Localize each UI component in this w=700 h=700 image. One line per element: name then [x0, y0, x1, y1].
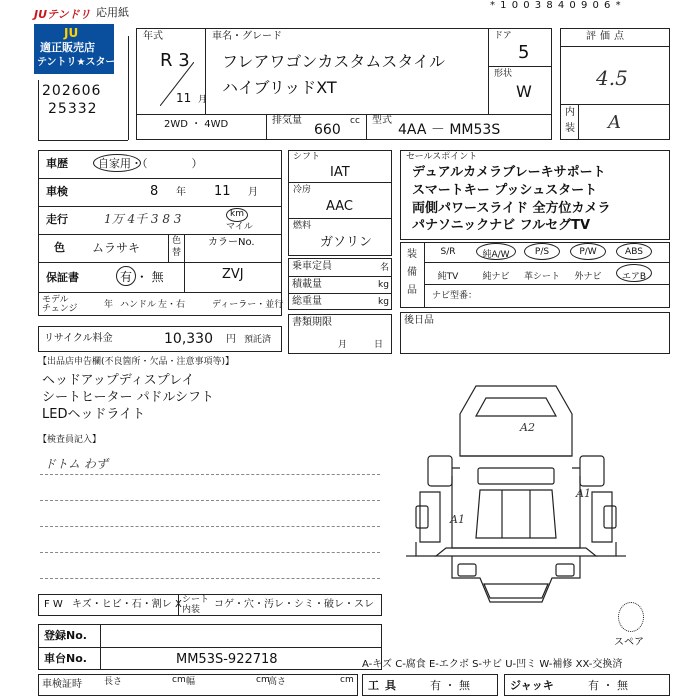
shape-value: W: [516, 82, 532, 101]
model-name-line-1: フレアワゴンカスタムスタイル: [222, 52, 446, 71]
dim-length: 長さ: [104, 677, 123, 687]
equip-awheel: 純A/W: [482, 250, 510, 260]
shift-label: シフト: [293, 152, 321, 162]
dealer-label: ディーラー・並行: [212, 300, 284, 310]
ac-value: AAC: [326, 199, 353, 214]
sales-point-4: パナソニックナビ フルセグTV: [412, 218, 591, 233]
model-name-line-2: ハイブリッドXT: [222, 78, 337, 97]
warranty-label: 保証書: [46, 271, 79, 284]
shift-value: IAT: [330, 165, 350, 180]
equip-pw: P/W: [579, 247, 597, 257]
brand-logo-text: JUテンドリ: [34, 8, 91, 21]
color-value: ムラサキ: [92, 241, 141, 255]
later-date-frame: [400, 312, 670, 354]
notes-header: 【出品店申告欄(不良箇所・欠品・注意事項等)】: [38, 357, 235, 367]
model-year-char: 年: [104, 300, 114, 310]
door-label: ドア: [494, 31, 512, 41]
recycle-unit: 円: [226, 334, 236, 345]
shaken-month: 11: [214, 184, 231, 199]
displacement-label: 排気量: [272, 115, 302, 126]
logo-line-3: テントリ★スター: [37, 57, 116, 68]
lot-id-line-2: 25332: [48, 101, 98, 117]
model-type-label: 型式: [372, 115, 392, 126]
handle-value: 左・右: [158, 300, 186, 310]
reg-label: 登録No.: [44, 629, 87, 642]
fuel-value: ガソリン: [320, 235, 373, 250]
inspector-header: 【検査員記入】: [38, 435, 102, 445]
fw-label: F W: [44, 599, 63, 610]
jack-value: 有 ・ 無: [588, 679, 628, 692]
handle-label: ハンドル: [120, 300, 157, 310]
shape-label: 形状: [494, 69, 513, 79]
model-type-value: 4AA － MM53S: [398, 122, 501, 138]
sales-point-2: スマートキー プッシュスタート: [412, 183, 598, 198]
evaluation-score: 4.5: [596, 66, 628, 90]
shaken-label: 車検: [46, 185, 68, 198]
recycle-label: リサイクル料金: [44, 333, 113, 344]
spare-tire-icon: [618, 602, 644, 632]
weight-unit: kg: [378, 297, 389, 307]
logo-line-2: 適正販売店: [40, 41, 95, 54]
equip-ext-navi: 外ナビ: [574, 272, 602, 282]
dim-height: 高さ: [268, 677, 287, 687]
seat-label-2: 内装: [182, 605, 201, 615]
fw-items: キズ・ヒビ・石・割レ X: [72, 599, 182, 610]
mileage-value: 1万 4千 3 8 3: [104, 212, 182, 226]
equip-sr: S/R: [440, 247, 456, 257]
shaken-month-char: 月: [248, 187, 258, 198]
cc-unit: cc: [350, 116, 360, 126]
equip-abs: ABS: [625, 247, 643, 257]
door-value: 5: [518, 42, 530, 63]
equip-navi: 純ナビ: [482, 272, 510, 282]
dim-len-cm: cm: [172, 675, 186, 685]
dim-width-cm: cm: [256, 675, 270, 685]
ac-label: 冷房: [293, 185, 312, 195]
tools-value: 有 ・ 無: [430, 679, 470, 692]
sales-points-label: セールスポイント: [406, 152, 478, 162]
shaken-year-char: 年: [176, 187, 186, 198]
model-change-label-1: モデル: [42, 295, 69, 305]
km-unit: km: [230, 209, 244, 219]
inspector-handwritten: ドトム わず: [44, 457, 108, 471]
tools-label: 工具: [368, 679, 402, 692]
damage-mark-a1-left: A1: [450, 513, 465, 526]
later-date-label: 後日品: [404, 315, 434, 326]
shaken-year: 8: [150, 184, 159, 199]
sales-point-3: 両側パワースライド 全方位カメラ: [412, 201, 611, 216]
car-diagram: [406, 372, 626, 642]
ju-dealer-logo: [34, 24, 114, 74]
rekiki-label: 車歴: [46, 157, 68, 170]
year-label: 年式: [143, 31, 163, 42]
cert-frame: [38, 674, 358, 696]
year-era: R 3: [160, 50, 190, 71]
dim-height-cm: cm: [340, 675, 354, 685]
cert-label: 車検証時: [42, 679, 82, 690]
capacity-unit: 名: [380, 263, 390, 273]
model-label: 車名・グレード: [212, 31, 282, 42]
damage-mark-a2: A2: [520, 421, 535, 434]
interior-value: A: [608, 112, 621, 133]
load-unit: kg: [378, 280, 389, 290]
jack-label: ジャッキ: [510, 679, 554, 692]
seat-label-1: シート: [182, 595, 210, 605]
top-number: * 1 0 0 3 8 4 0 9 0 6 *: [490, 0, 622, 11]
lot-id-line-1: 202606: [42, 83, 102, 99]
logo-line-1: JU: [64, 26, 79, 40]
year-month: 11: [176, 91, 192, 105]
mileage-label: 走行: [46, 213, 68, 226]
color-no-label: カラーNo.: [208, 237, 255, 248]
color-change-2: 替: [172, 248, 182, 258]
docs-label: 書類期限: [292, 317, 332, 328]
model-change-label-2: チェンジ: [42, 304, 78, 314]
load-label: 積載量: [292, 279, 322, 290]
seat-items: コゲ・穴・汚レ・シミ・破レ・スレ: [214, 599, 374, 610]
interior-label-1: 内: [565, 107, 575, 118]
equipment-label-2: 備: [407, 267, 417, 278]
capacity-label: 乗車定員: [292, 261, 332, 272]
docs-day: 日: [374, 340, 384, 350]
note-line-1: ヘッドアップディスプレイ: [42, 373, 195, 388]
equip-ps: P/S: [534, 247, 550, 257]
form-title: 応用紙: [96, 6, 129, 19]
docs-month: 月: [338, 340, 348, 350]
note-line-3: LEDヘッドライト: [42, 407, 146, 422]
spare-label: スペア: [614, 637, 644, 648]
interior-label-2: 装: [565, 123, 575, 134]
equip-tv: 純TV: [437, 272, 459, 282]
equip-airbag: エアB: [621, 272, 647, 282]
dim-width: 幅: [186, 677, 196, 687]
navi-model-label: ナビ型番：: [432, 291, 478, 301]
chassis-label: 車台No.: [44, 652, 87, 665]
warranty-value: 有 ・ 無: [120, 270, 164, 284]
rekiki-value: 自家用・（ ）: [98, 157, 203, 170]
damage-legend: A-キズ C-腐食 E-エクボ S-サビ U-凹ミ W-補修 XX-交換済: [362, 659, 623, 670]
displacement-value: 660: [314, 122, 341, 138]
chassis-value: MM53S-922718: [176, 652, 278, 667]
color-no-value: ZVJ: [222, 267, 244, 282]
color-label: 色: [54, 241, 65, 254]
drive-options: 2WD ・ 4WD: [164, 119, 229, 130]
year-month-suffix: 月: [198, 95, 208, 105]
evaluation-label: 評価点: [586, 31, 628, 42]
mile-unit: マイル: [226, 222, 253, 232]
sales-point-1: デュアルカメラブレーキサポート: [412, 165, 606, 180]
recycle-note: 預託済: [244, 335, 272, 345]
color-change-1: 色: [172, 236, 182, 246]
weight-label: 総重量: [292, 296, 322, 307]
equipment-label-3: 品: [407, 285, 417, 296]
recycle-value: 10,330: [164, 331, 213, 347]
damage-mark-a1-right: A1: [576, 487, 591, 500]
fuel-label: 燃料: [293, 221, 312, 231]
equipment-label-1: 装: [407, 249, 417, 260]
note-line-2: シートヒーター パドルシフト: [42, 390, 215, 405]
equip-leather: 革シート: [523, 272, 560, 282]
brand-logo: [34, 6, 94, 19]
